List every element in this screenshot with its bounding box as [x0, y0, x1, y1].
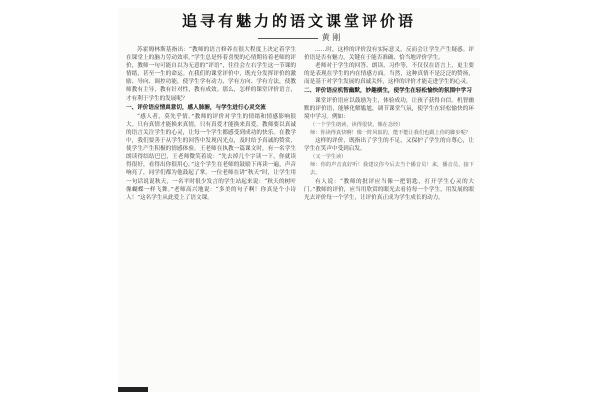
paragraph: 苏霍姆林斯基指出：“教师的语言修养在很大程度上决定着学生在课堂上的脑力劳动效率。”学生总是怀着喜悦的心情期待着老师的评价，教师一句可能自以为无意的“评语”，往往会左右学生这一节课的情绪，甚至一生的命运。在我们的课堂评价中，既充分发挥评价的激励、导向、调控功能，使学生学有动力、学有方向、学有方法，使教师教有主导，教有针对性，教有成效。那么，怎样的课堂评价语言，才有利于学生的发展呢？ [126, 47, 296, 102]
author-line [118, 32, 480, 43]
classroom-dialogue: 师：你的声音真好听！我建议你今后去当个播音员！来，播音员，接下去。 [310, 162, 474, 177]
author-rule [258, 38, 318, 39]
paragraph: 这样的评价，既指出了学生的不足，又保护了学生的自尊心，让学生在笑声中受到启发。 [304, 138, 474, 153]
section-heading: 二、评价语应机智幽默，妙趣横生，使学生在轻松愉快的氛围中学习 [304, 88, 472, 95]
right-column [304, 46, 474, 384]
classroom-dialogue: 师：你读得真快啊！像一阵风似的，能不能让我们也跟上你的脚步呢？ [310, 129, 471, 136]
author-name: 黄 刚 [321, 33, 341, 42]
left-column [126, 46, 296, 384]
paragraph: 老师对于学生的回答、朗读、习作等，不仅仅在语言上，更主要的是表现在学生的内在情感方面。当然，这种真情不是泛泛的赞扬，而是基于对学生发展的真诚关怀，这样的评价才能走进学生的心灵。 [304, 63, 474, 86]
paragraph: 有人说：“教师的批评应当像一把钥匙，打开学生心灵的大门。”教师的评价，应当用欣赏的眼光去看待每一个学生，用发展的眼光去评价每一个学生，让评价真正成为学生成长的动力。 [304, 178, 474, 201]
paragraph: ……时，这样的评价没有实际意义，反而会让学生产生疑惑。评价语是否有魅力，关键在于能否准确、恰当地评价学生。 [304, 47, 474, 62]
classroom-dialogue: （一个学生朗读，读得很快，像在念经） [310, 121, 404, 128]
document-page [118, 8, 480, 392]
paragraph: “感人者，莫先乎情。”教师的评价对学生的情绪和情感影响很大。只有真情才能换来真情，只有真爱才能换来真爱。教师要以真诚的语言关注学生的心灵，让每一个学生都感受到成功的快乐。在教学中，我们要善于从学生的回答中发现闪光点，及时给予真诚的赞赏，使学生产生积极的情感体验。王老师在执教一篇课文时，有一名学生朗读得结结巴巴，王老师微笑着说：“先去掉几个字读一下，你就读得很好，看得出你很用心。”这个学生在老师的鼓励下再读一遍，声音响亮了，同学们都为他鼓起了掌。一位老师在讲“秋天”时，让学生用一句话说说秋天，一名平时很少发言的学生站起来说：“秋天的树叶像蝴蝶一样飞舞。”老师高兴地说：“多美的句子啊！你真是个小诗人！”这名学生从此爱上了语文课。 [126, 113, 296, 201]
article-title: 追寻有魅力的语文课堂评价语 [181, 12, 416, 30]
section-heading: 一、评价语应情真意切，感人肺腑，与学生进行心灵交流 [126, 104, 266, 111]
page-corner-mark [118, 387, 148, 392]
paragraph: 课堂评价语应以鼓励为主，体验成功，让孩子获得自信。机智幽默的评价语，能够化解尴尬，调节课堂气氛，使学生在轻松愉快的环境中学习。例如： [304, 97, 474, 120]
classroom-dialogue: （又一学生读） [310, 154, 347, 161]
